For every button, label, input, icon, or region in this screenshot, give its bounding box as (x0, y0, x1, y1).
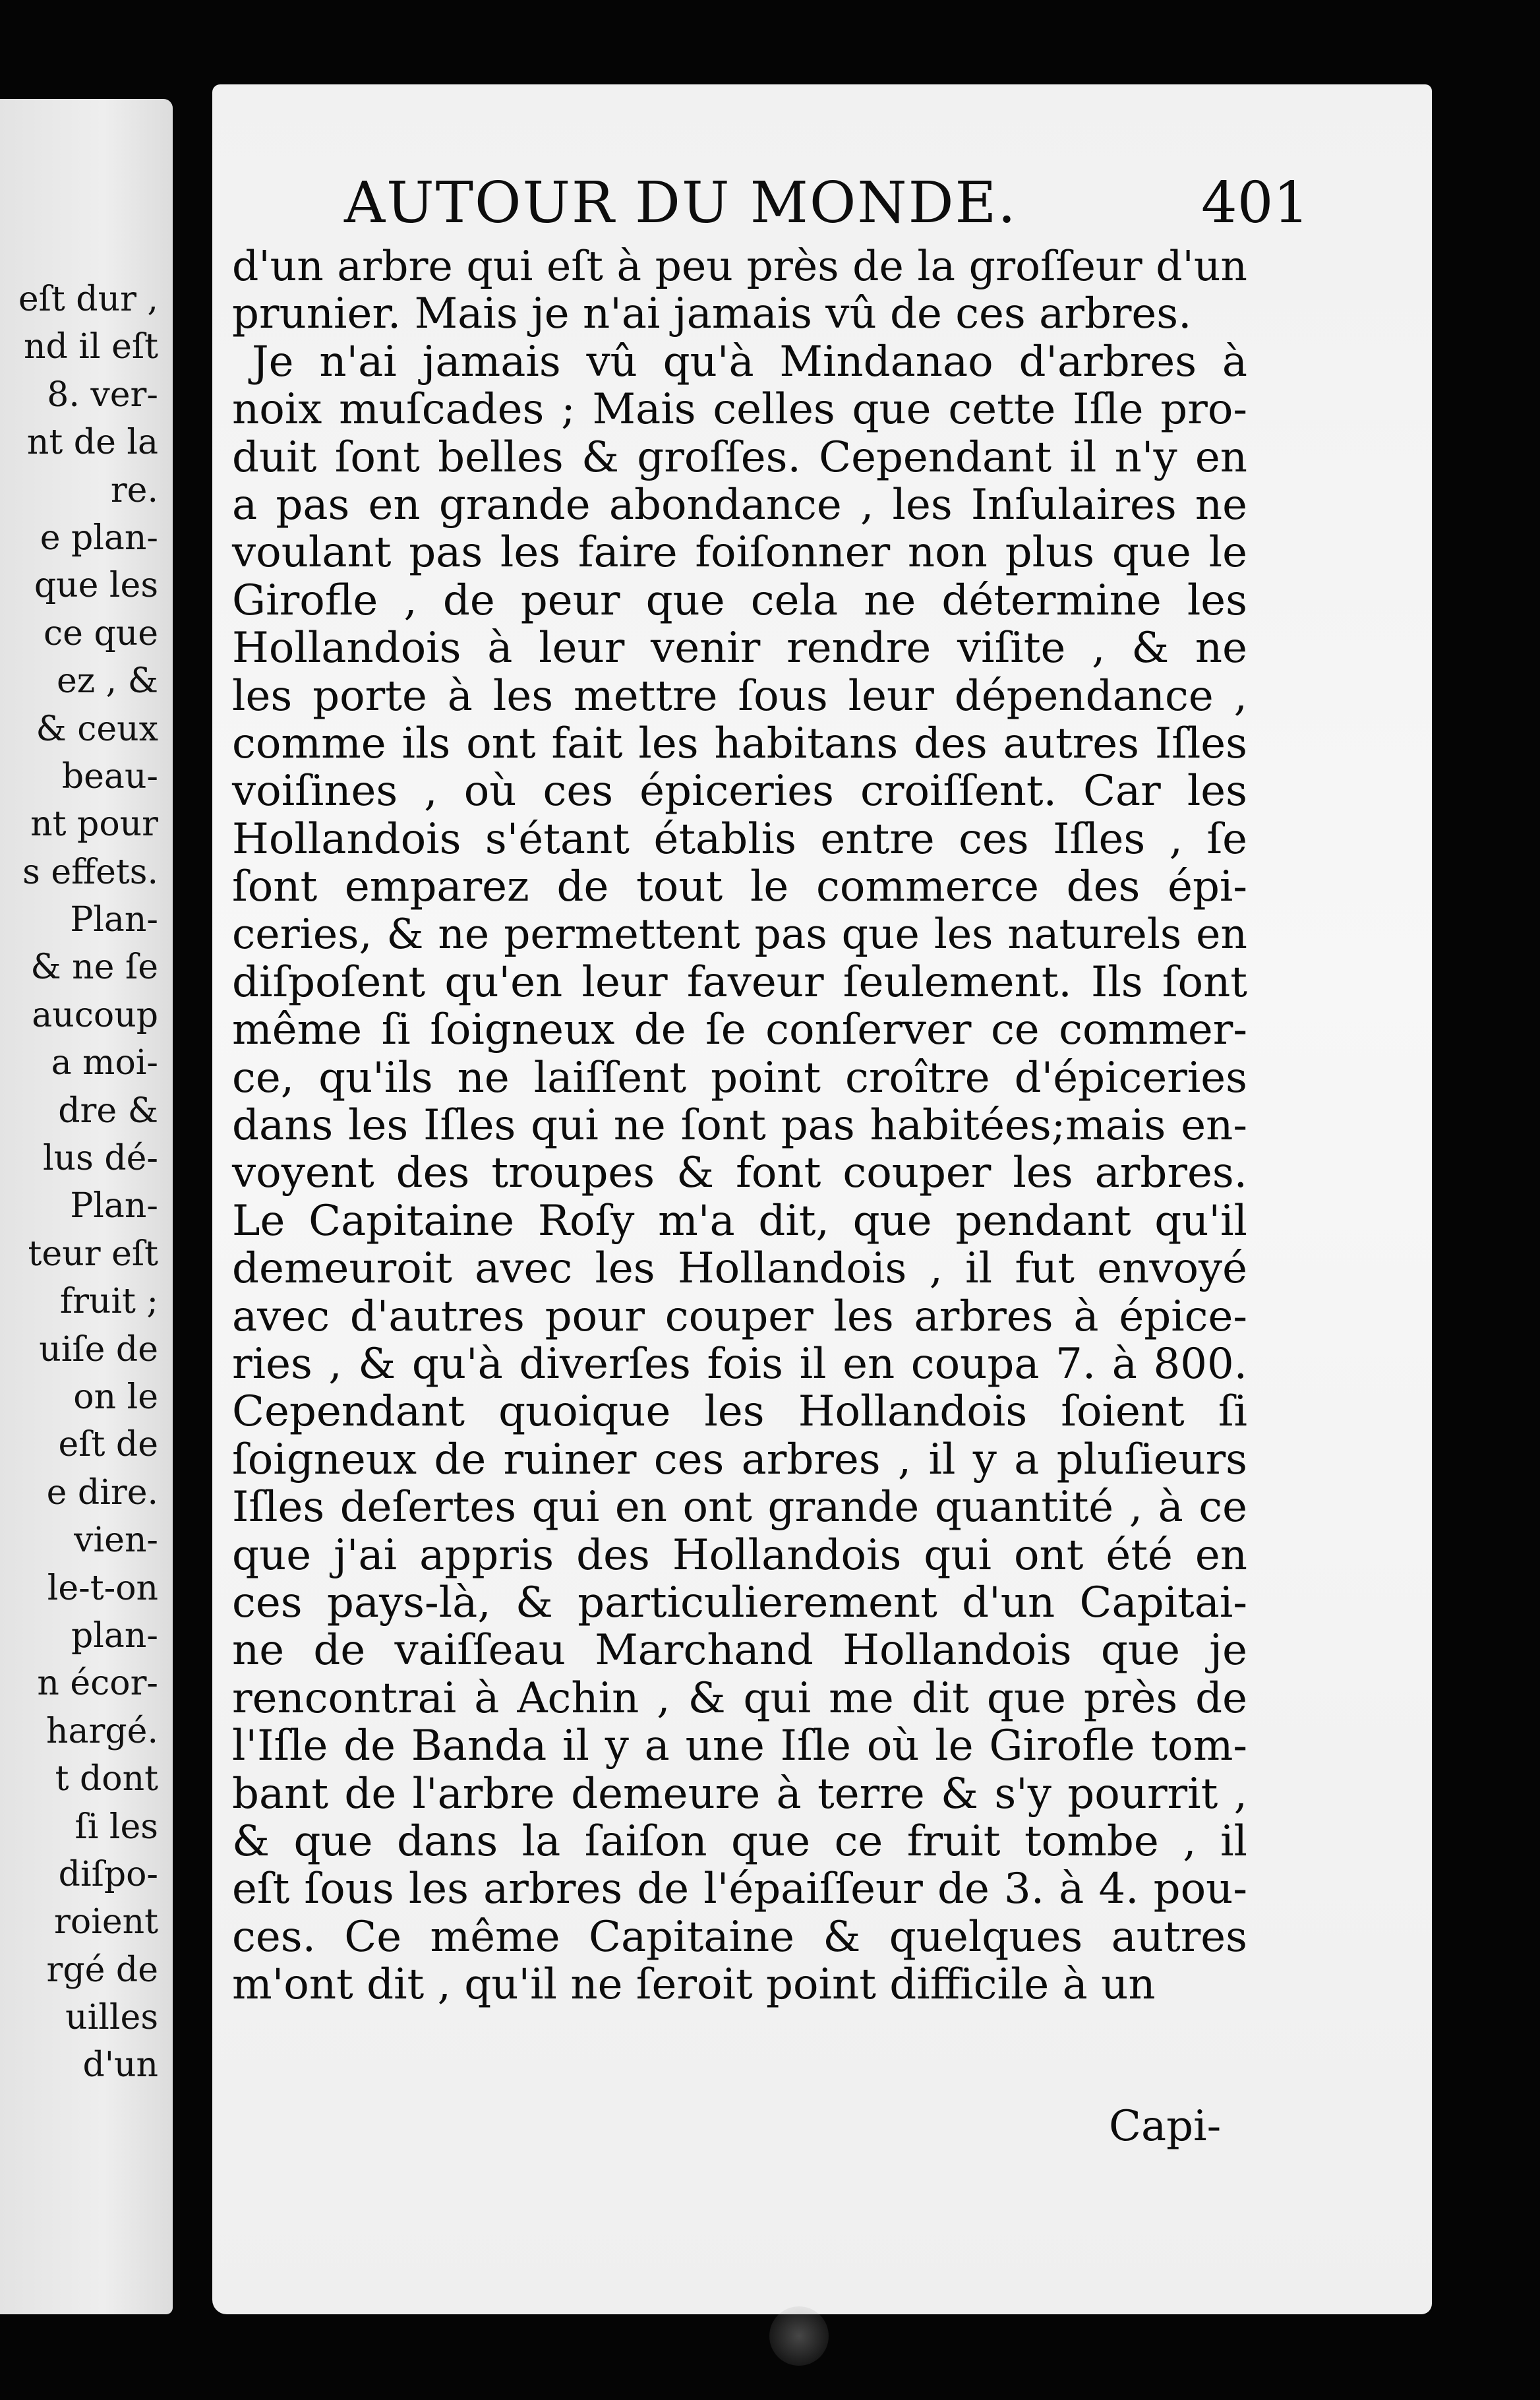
text-line: & que dans la ſaiſon que ce fruit tombe , il (232, 1816, 1247, 1866)
fragment-line: dre & (58, 1091, 158, 1131)
text-line: ne de vaiſſeau Marchand Hollandois que je (232, 1626, 1247, 1675)
previous-page-text (0, 276, 158, 2089)
fragment-line: le-t-on (47, 1568, 158, 1608)
fragment-line: ſi les (74, 1807, 158, 1847)
fragment-line: lus dé- (43, 1139, 158, 1179)
book-page (212, 84, 1432, 2314)
fragment-line: t dont (55, 1759, 158, 1799)
text-line: ces. Ce même Capitaine & quelques autres (232, 1912, 1247, 1962)
text-line: dans les Iſles qui ne ſont pas habitées;mais en- (232, 1101, 1247, 1151)
text-line: voulant pas les faire foiſonner non plus que le (232, 528, 1247, 578)
page-number: 401 (1201, 170, 1310, 236)
fragment-line: diſpo- (58, 1854, 158, 1894)
fragment-line: d'un (82, 2045, 158, 2085)
fragment-line: Plan- (70, 900, 158, 940)
text-line: ries , & qu'à diverſes fois il en coupa 7. à 800. (232, 1339, 1247, 1389)
fragment-line: a moi- (51, 1043, 158, 1083)
text-line: que j'ai appris des Hollandois qui ont été en (232, 1530, 1247, 1580)
text-line: ſont emparez de tout le commerce des épi- (232, 862, 1247, 912)
fragment-line: s effets. (22, 852, 158, 892)
fragment-line: aucoup (32, 995, 158, 1035)
fragment-line: rgé de (46, 1950, 158, 1990)
fragment-line: vien- (74, 1520, 158, 1561)
text-line: bant de l'arbre demeure à terre & s'y pourrit , (232, 1769, 1247, 1818)
text-line: voyent des troupes & font couper les arbres. (232, 1149, 1247, 1198)
fragment-line: nt pour (30, 804, 158, 845)
text-line: voiſines , où ces épiceries croiſſent. Car les (232, 767, 1247, 816)
text-line: Je n'ai jamais vû qu'à Mindanao d'arbres à (252, 337, 1247, 386)
fragment-line: teur eſt (28, 1234, 158, 1274)
text-line: avec d'autres pour couper les arbres à épice- (232, 1292, 1247, 1341)
text-line: Hollandois s'étant établis entre ces Iſles , ſe (232, 814, 1247, 864)
text-line: prunier. Mais je n'ai jamais vû de ces arbres. (232, 289, 1192, 339)
text-line: Le Capitaine Roſy m'a dit, que pendant qu'il (232, 1196, 1247, 1245)
text-line: ceries, & ne permettent pas que les naturels en (232, 910, 1247, 959)
text-line: Hollandois à leur venir rendre viſite , & ne (232, 624, 1247, 673)
fragment-line: uiſe de (39, 1329, 158, 1369)
previous-page-fragment (0, 99, 173, 2314)
text-line: Girofle , de peur que cela ne détermine les (232, 576, 1247, 625)
fragment-line: 8. ver- (47, 375, 158, 415)
text-line: ce, qu'ils ne laiſſent point croître d'épiceries (232, 1053, 1247, 1102)
paper-stain (769, 2306, 829, 2366)
fragment-line: nd il eſt (23, 327, 158, 367)
body-text (232, 243, 1247, 2008)
fragment-line: & ne ſe (30, 947, 158, 988)
text-line: a pas en grande abondance , les Inſulaires ne (232, 480, 1247, 529)
text-line: eſt ſous les arbres de l'épaiſſeur de 3. à 4. pou- (232, 1865, 1247, 1914)
text-line: demeuroit avec les Hollandois , il fut envoyé (232, 1244, 1247, 1294)
fragment-line: eſt dur , (18, 280, 158, 319)
text-line: duit ſont belles & groſſes. Cependant il n'y en (232, 433, 1247, 482)
fragment-line: roient (54, 1902, 158, 1942)
fragment-line: fruit ; (59, 1282, 158, 1322)
fragment-line: beau- (61, 756, 158, 796)
fragment-line: n écor- (37, 1664, 158, 1704)
text-line: noix muſcades ; Mais celles que cette Iſle pro- (232, 385, 1247, 435)
fragment-line: e dire. (46, 1472, 158, 1513)
fragment-line: on le (73, 1377, 158, 1417)
fragment-line: re. (110, 470, 158, 510)
text-line: diſpoſent qu'en leur faveur ſeulement. Ils ſont (232, 957, 1247, 1007)
text-line: même ſi ſoigneux de ſe conſerver ce commer- (232, 1005, 1247, 1055)
text-line: comme ils ont fait les habitans des autres Iſles (232, 719, 1247, 768)
text-line: ces pays-là, & particulierement d'un Capitai- (232, 1578, 1247, 1627)
catchword: Capi- (1109, 2102, 1222, 2151)
fragment-line: hargé. (46, 1711, 158, 1751)
running-title: AUTOUR DU MONDE. (344, 170, 1017, 236)
fragment-line: plan- (71, 1615, 158, 1656)
text-line: les porte à les mettre ſous leur dépendance , (232, 671, 1247, 721)
running-head (344, 164, 1399, 243)
text-line: m'ont dit , qu'il ne ſeroit point difficile à un (232, 1960, 1156, 2010)
fragment-line: ez , & (56, 661, 158, 702)
text-line: Cependant quoique les Hollandois ſoient ſi (232, 1387, 1247, 1437)
text-line: ſoigneux de ruiner ces arbres , il y a pluſieurs (232, 1435, 1247, 1484)
text-line: rencontrai à Achin , & qui me dit que près de (232, 1673, 1247, 1723)
fragment-line: & ceux (36, 709, 158, 749)
text-line: d'un arbre qui eſt à peu près de la groſſeur d'un (232, 242, 1247, 290)
text-line: Iſles deſertes qui en ont grande quantité , à ce (232, 1483, 1247, 1532)
fragment-line: eſt de (58, 1425, 158, 1465)
fragment-line: e plan- (40, 518, 158, 558)
text-line: l'Iſle de Banda il y a une Iſle où le Girofle tom- (232, 1722, 1247, 1771)
fragment-line: Plan- (70, 1186, 158, 1226)
fragment-line: nt de la (26, 423, 158, 463)
fragment-line: uilles (65, 1998, 158, 2038)
fragment-line: que les (34, 566, 158, 606)
fragment-line: ce que (44, 613, 158, 653)
